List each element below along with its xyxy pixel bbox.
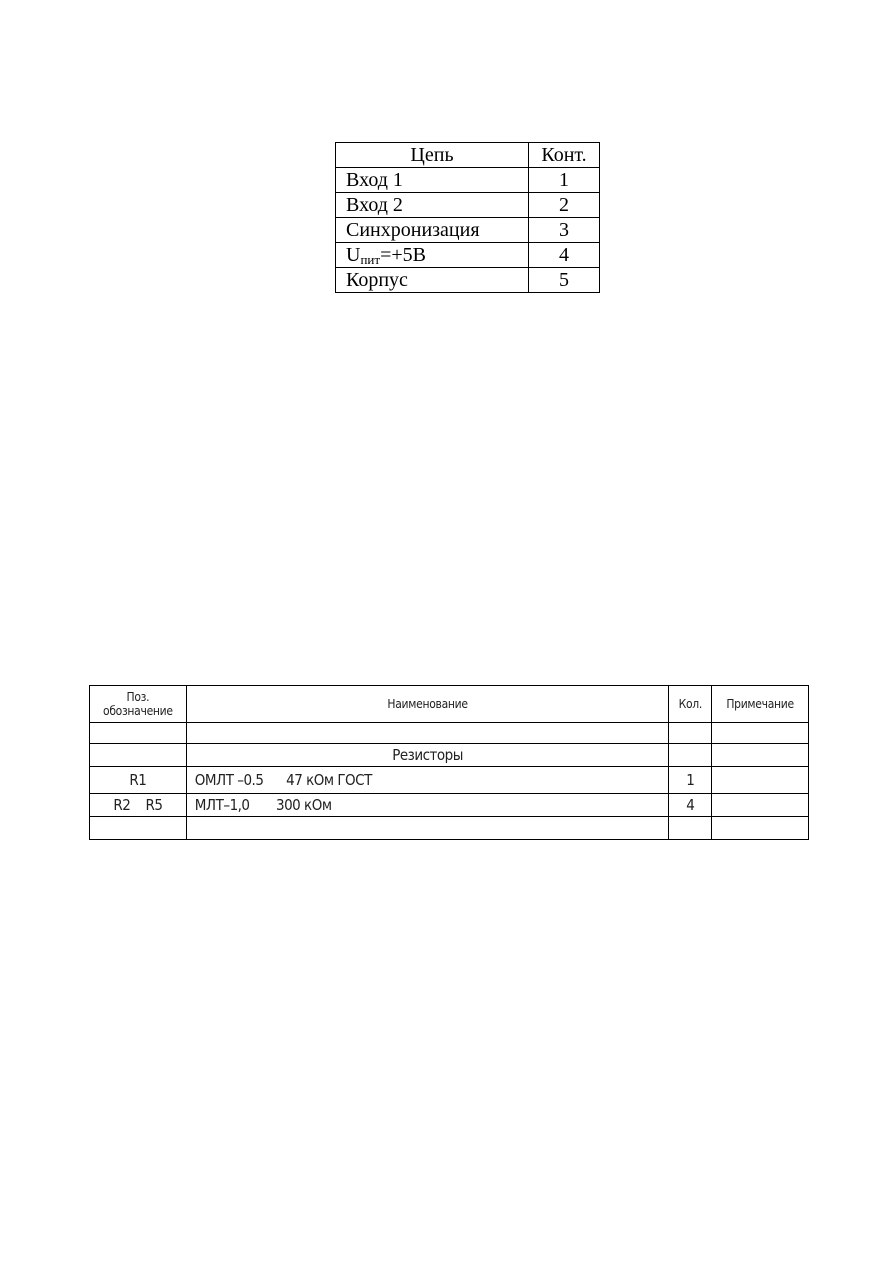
note-header: Примечание	[712, 686, 809, 723]
part-note	[712, 794, 809, 817]
contact-number: 4	[529, 243, 600, 268]
parts-table-header	[90, 686, 809, 723]
empty-cell	[186, 723, 669, 744]
empty-row	[90, 817, 809, 840]
contact-header: Конт.	[529, 143, 600, 168]
part-name: МЛТ–1,0 300 кОм	[186, 794, 669, 817]
pos-designator: R1	[90, 767, 187, 794]
empty-cell	[90, 817, 187, 840]
table-row	[90, 794, 809, 817]
supply-value: =+5В	[380, 244, 426, 266]
pin-row	[336, 268, 600, 293]
circuit-name: Корпус	[336, 268, 529, 293]
pos-designator: R2 R5	[90, 794, 187, 817]
empty-cell	[712, 744, 809, 767]
empty-cell	[712, 817, 809, 840]
supply-subscript: пит	[360, 252, 381, 267]
pos-header	[90, 686, 187, 723]
empty-cell	[669, 744, 712, 767]
part-note	[712, 767, 809, 794]
circuit-name: Вход 2	[336, 193, 529, 218]
contact-number: 3	[529, 218, 600, 243]
empty-cell	[712, 723, 809, 744]
parts-list-table	[89, 685, 809, 840]
name-header: Наименование	[186, 686, 669, 723]
circuit-name: Синхронизация	[336, 218, 529, 243]
pos-header-line1: Поз.	[126, 690, 150, 704]
empty-cell	[669, 817, 712, 840]
qty-header: Кол.	[669, 686, 712, 723]
supply-symbol: U	[346, 244, 361, 266]
circuit-header: Цепь	[336, 143, 529, 168]
circuit-name: Вход 1	[336, 168, 529, 193]
contact-number: 2	[529, 193, 600, 218]
contact-number: 1	[529, 168, 600, 193]
empty-cell	[186, 817, 669, 840]
empty-row	[90, 723, 809, 744]
part-name: ОМЛТ –0.5 47 кОм ГОСТ	[186, 767, 669, 794]
pin-table	[335, 142, 600, 293]
group-row	[90, 744, 809, 767]
pin-row	[336, 193, 600, 218]
empty-cell	[90, 723, 187, 744]
empty-cell	[90, 744, 187, 767]
group-title: Резисторы	[186, 744, 669, 767]
empty-cell	[669, 723, 712, 744]
table-row	[90, 767, 809, 794]
pos-header-line2: обозначение	[103, 704, 173, 718]
pin-row	[336, 243, 600, 268]
pin-table-header	[336, 143, 600, 168]
pin-row	[336, 218, 600, 243]
part-qty: 4	[669, 794, 712, 817]
part-qty: 1	[669, 767, 712, 794]
pin-row	[336, 168, 600, 193]
circuit-name	[336, 243, 529, 268]
contact-number: 5	[529, 268, 600, 293]
